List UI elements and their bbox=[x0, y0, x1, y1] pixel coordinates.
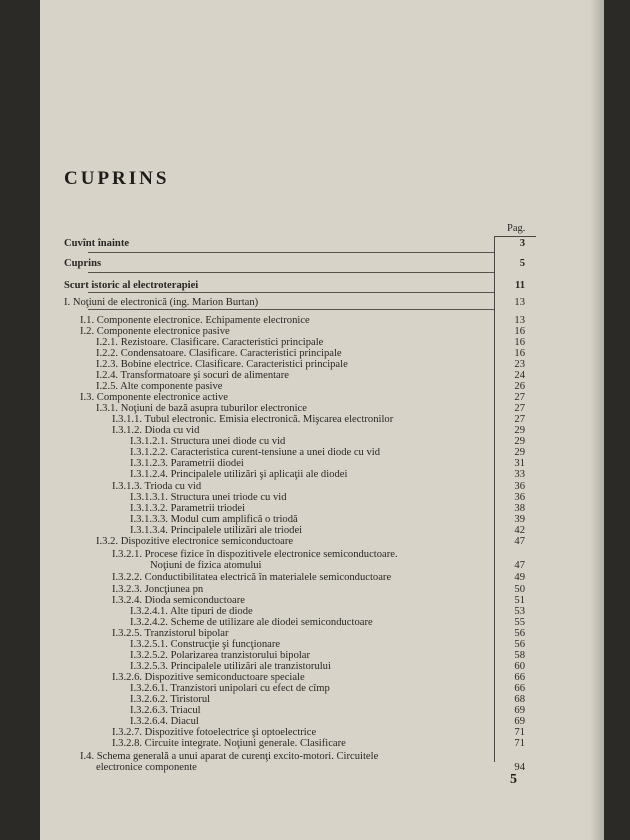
toc-entry-text: I.3.2.4. Dioda semiconductoare bbox=[112, 595, 245, 606]
toc-entry-text: I.2.1. Rezistoare. Clasificare. Caracteristici principale bbox=[96, 337, 324, 348]
page-column-label: Pag. bbox=[507, 223, 526, 234]
toc-entry-page: 29 bbox=[514, 447, 525, 458]
toc-entry-text: I.2.3. Bobine electrice. Clasificare. Caracteristici principale bbox=[96, 359, 348, 370]
toc-entry-page: 58 bbox=[514, 650, 525, 661]
toc-row bbox=[40, 738, 604, 750]
toc-entry-page: 56 bbox=[514, 639, 525, 650]
toc-entry-text: I.3.1. Noţiuni de bază asupra tuburilor electronice bbox=[96, 403, 307, 414]
toc-entry-text: I.4. Schema generală a unui aparat de curenţi excito-motori. Circuitele bbox=[80, 751, 379, 762]
page-column-rule bbox=[494, 236, 536, 237]
toc-entry-page: 36 bbox=[514, 481, 525, 492]
toc-entry-text: I.3.2.3. Joncţiunea pn bbox=[112, 584, 204, 595]
toc-entry-text: I.2. Componente electronice pasive bbox=[80, 326, 230, 337]
toc-row bbox=[40, 560, 604, 572]
section-rule bbox=[88, 309, 494, 310]
toc-entry-text: I.3.2. Dispozitive electronice semiconductoare bbox=[96, 536, 294, 547]
toc-entry-page: 16 bbox=[514, 326, 525, 337]
toc-entry-text: I. Noţiuni de electronică (ing. Marion Burtan) bbox=[64, 297, 259, 308]
toc-entry-text: I.3.1.2.1. Structura unei diode cu vid bbox=[130, 436, 286, 447]
toc-entry-page: 53 bbox=[514, 606, 525, 617]
toc-entry-page: 71 bbox=[514, 727, 525, 738]
toc-row bbox=[40, 469, 604, 481]
toc-entry-page: 16 bbox=[514, 348, 525, 359]
toc-entry-text: I.3.2.8. Circuite integrate. Noţiuni generale. Clasificare bbox=[112, 738, 346, 749]
toc-entry-page: 94 bbox=[514, 762, 525, 773]
toc-entry-text: I.3.2.5.3. Principalele utilizări ale tranzistorului bbox=[130, 661, 331, 672]
toc-entry-text: I.3.1.3.4. Principalele utilizări ale triodei bbox=[130, 525, 303, 536]
toc-entry-page: 50 bbox=[514, 584, 525, 595]
toc-entry-text: I.3.1.2.4. Principalele utilizări şi aplicaţii ale diodei bbox=[130, 469, 348, 480]
toc-entry-text: I.3.2.6.1. Tranzistori unipolari cu efect de cîmp bbox=[130, 683, 330, 694]
section-rule bbox=[88, 292, 494, 293]
toc-entry-page: 5 bbox=[519, 258, 525, 269]
toc-entry-text: I.3.1.3.2. Parametrii triodei bbox=[130, 503, 246, 514]
toc-entry-text: I.2.5. Alte componente pasive bbox=[96, 381, 223, 392]
toc-entry-page: 69 bbox=[514, 705, 525, 716]
toc-entry-page: 27 bbox=[514, 414, 525, 425]
toc-entry-page: 56 bbox=[514, 628, 525, 639]
toc-entry-page: 47 bbox=[514, 560, 525, 571]
toc-entry-text: Cuvînt înainte bbox=[64, 238, 130, 249]
toc-entry-text: I.1. Componente electronice. Echipamente electronice bbox=[80, 315, 310, 326]
toc-entry-page: 16 bbox=[514, 337, 525, 348]
toc-entry-text: I.3.2.5. Tranzistorul bipolar bbox=[112, 628, 229, 639]
toc-entry-text: I.3.2.6.3. Triacul bbox=[130, 705, 201, 716]
toc-entry-page: 60 bbox=[514, 661, 525, 672]
toc-entry-text: Noţiuni de fizica atomului bbox=[150, 560, 262, 571]
toc-row bbox=[40, 572, 604, 584]
toc-row bbox=[40, 258, 604, 270]
toc-entry-page: 39 bbox=[514, 514, 525, 525]
section-rule bbox=[88, 252, 494, 253]
toc-entry-text: I.3. Componente electronice active bbox=[80, 392, 228, 403]
toc-entry-page: 69 bbox=[514, 716, 525, 727]
toc-entry-page: 27 bbox=[514, 403, 525, 414]
toc-row bbox=[40, 297, 604, 309]
toc-entry-text: I.3.1.3. Trioda cu vid bbox=[112, 481, 202, 492]
toc-entry-page: 29 bbox=[514, 425, 525, 436]
toc-entry-text: I.3.2.1. Procese fizice în dispozitivele electronice semiconductoare. bbox=[112, 549, 398, 560]
toc-entry-page: 36 bbox=[514, 492, 525, 503]
toc-entry-page: 33 bbox=[514, 469, 525, 480]
toc-entry-text: I.2.2. Condensatoare. Clasificare. Caracteristici principale bbox=[96, 348, 342, 359]
toc-entry-page: 11 bbox=[514, 280, 525, 291]
section-rule bbox=[88, 272, 494, 273]
toc-entry-page: 55 bbox=[514, 617, 525, 628]
toc-entry-text: I.3.2.6.4. Diacul bbox=[130, 716, 199, 727]
toc-entry-page: 13 bbox=[514, 315, 525, 326]
toc-entry-text: I.3.2.4.1. Alte tipuri de diode bbox=[130, 606, 253, 617]
toc-entry-text: electronice componente bbox=[96, 762, 197, 773]
toc-entry-page: 66 bbox=[514, 672, 525, 683]
toc-entry-text: I.3.1.3.3. Modul cum amplifică o triodă bbox=[130, 514, 298, 525]
toc-entry-text: I.3.2.6.2. Tiristorul bbox=[130, 694, 211, 705]
toc-entry-text: I.3.2.2. Conductibilitatea electrică în materialele semiconductoare bbox=[112, 572, 392, 583]
toc-entry-text: I.2.4. Transformatoare şi socuri de alimentare bbox=[96, 370, 289, 381]
page-title: CUPRINS bbox=[64, 168, 170, 189]
toc-entry-text: I.3.2.6. Dispozitive semiconductoare speciale bbox=[112, 672, 305, 683]
toc-entry-text: I.3.2.5.1. Construcţie şi funcţionare bbox=[130, 639, 281, 650]
toc-entry-text: I.3.1.3.1. Structura unei triode cu vid bbox=[130, 492, 287, 503]
toc-entry-text: I.3.1.1. Tubul electronic. Emisia electronică. Mişcarea electronilor bbox=[112, 414, 394, 425]
toc-entry-page: 42 bbox=[514, 525, 525, 536]
book-page bbox=[40, 0, 604, 840]
toc-row bbox=[40, 238, 604, 250]
toc-entry-page: 27 bbox=[514, 392, 525, 403]
toc-entry-text: I.3.1.2.3. Parametrii diodei bbox=[130, 458, 244, 469]
toc-entry-text: Cuprins bbox=[64, 258, 102, 269]
toc-row bbox=[40, 536, 604, 548]
toc-entry-page: 38 bbox=[514, 503, 525, 514]
toc-entry-text: I.3.1.2.2. Caracteristica curent-tensiune a unei diode cu vid bbox=[130, 447, 381, 458]
toc-entry-page: 66 bbox=[514, 683, 525, 694]
toc-entry-page: 24 bbox=[514, 370, 525, 381]
toc-row bbox=[40, 762, 604, 774]
toc-entry-page: 71 bbox=[514, 738, 525, 749]
page-number: 5 bbox=[510, 772, 517, 787]
toc-entry-page: 23 bbox=[514, 359, 525, 370]
toc-entry-text: I.3.2.5.2. Polarizarea tranzistorului bipolar bbox=[130, 650, 311, 661]
toc-entry-text: I.3.1.2. Dioda cu vid bbox=[112, 425, 200, 436]
toc-entry-page: 68 bbox=[514, 694, 525, 705]
toc-entry-page: 49 bbox=[514, 572, 525, 583]
toc-entry-page: 47 bbox=[514, 536, 525, 547]
toc-entry-page: 3 bbox=[519, 238, 525, 249]
toc-entry-page: 29 bbox=[514, 436, 525, 447]
toc-entry-page: 31 bbox=[514, 458, 525, 469]
toc-entry-text: Scurt istoric al electroterapiei bbox=[64, 280, 199, 291]
toc-entry-page: 13 bbox=[514, 297, 525, 308]
toc-entry-text: I.3.2.4.2. Scheme de utilizare ale diodei semiconductoare bbox=[130, 617, 373, 628]
toc-entry-page: 26 bbox=[514, 381, 525, 392]
toc-row bbox=[40, 280, 604, 292]
toc-entry-page: 51 bbox=[514, 595, 525, 606]
toc-entry-text: I.3.2.7. Dispozitive fotoelectrice şi optoelectrice bbox=[112, 727, 317, 738]
